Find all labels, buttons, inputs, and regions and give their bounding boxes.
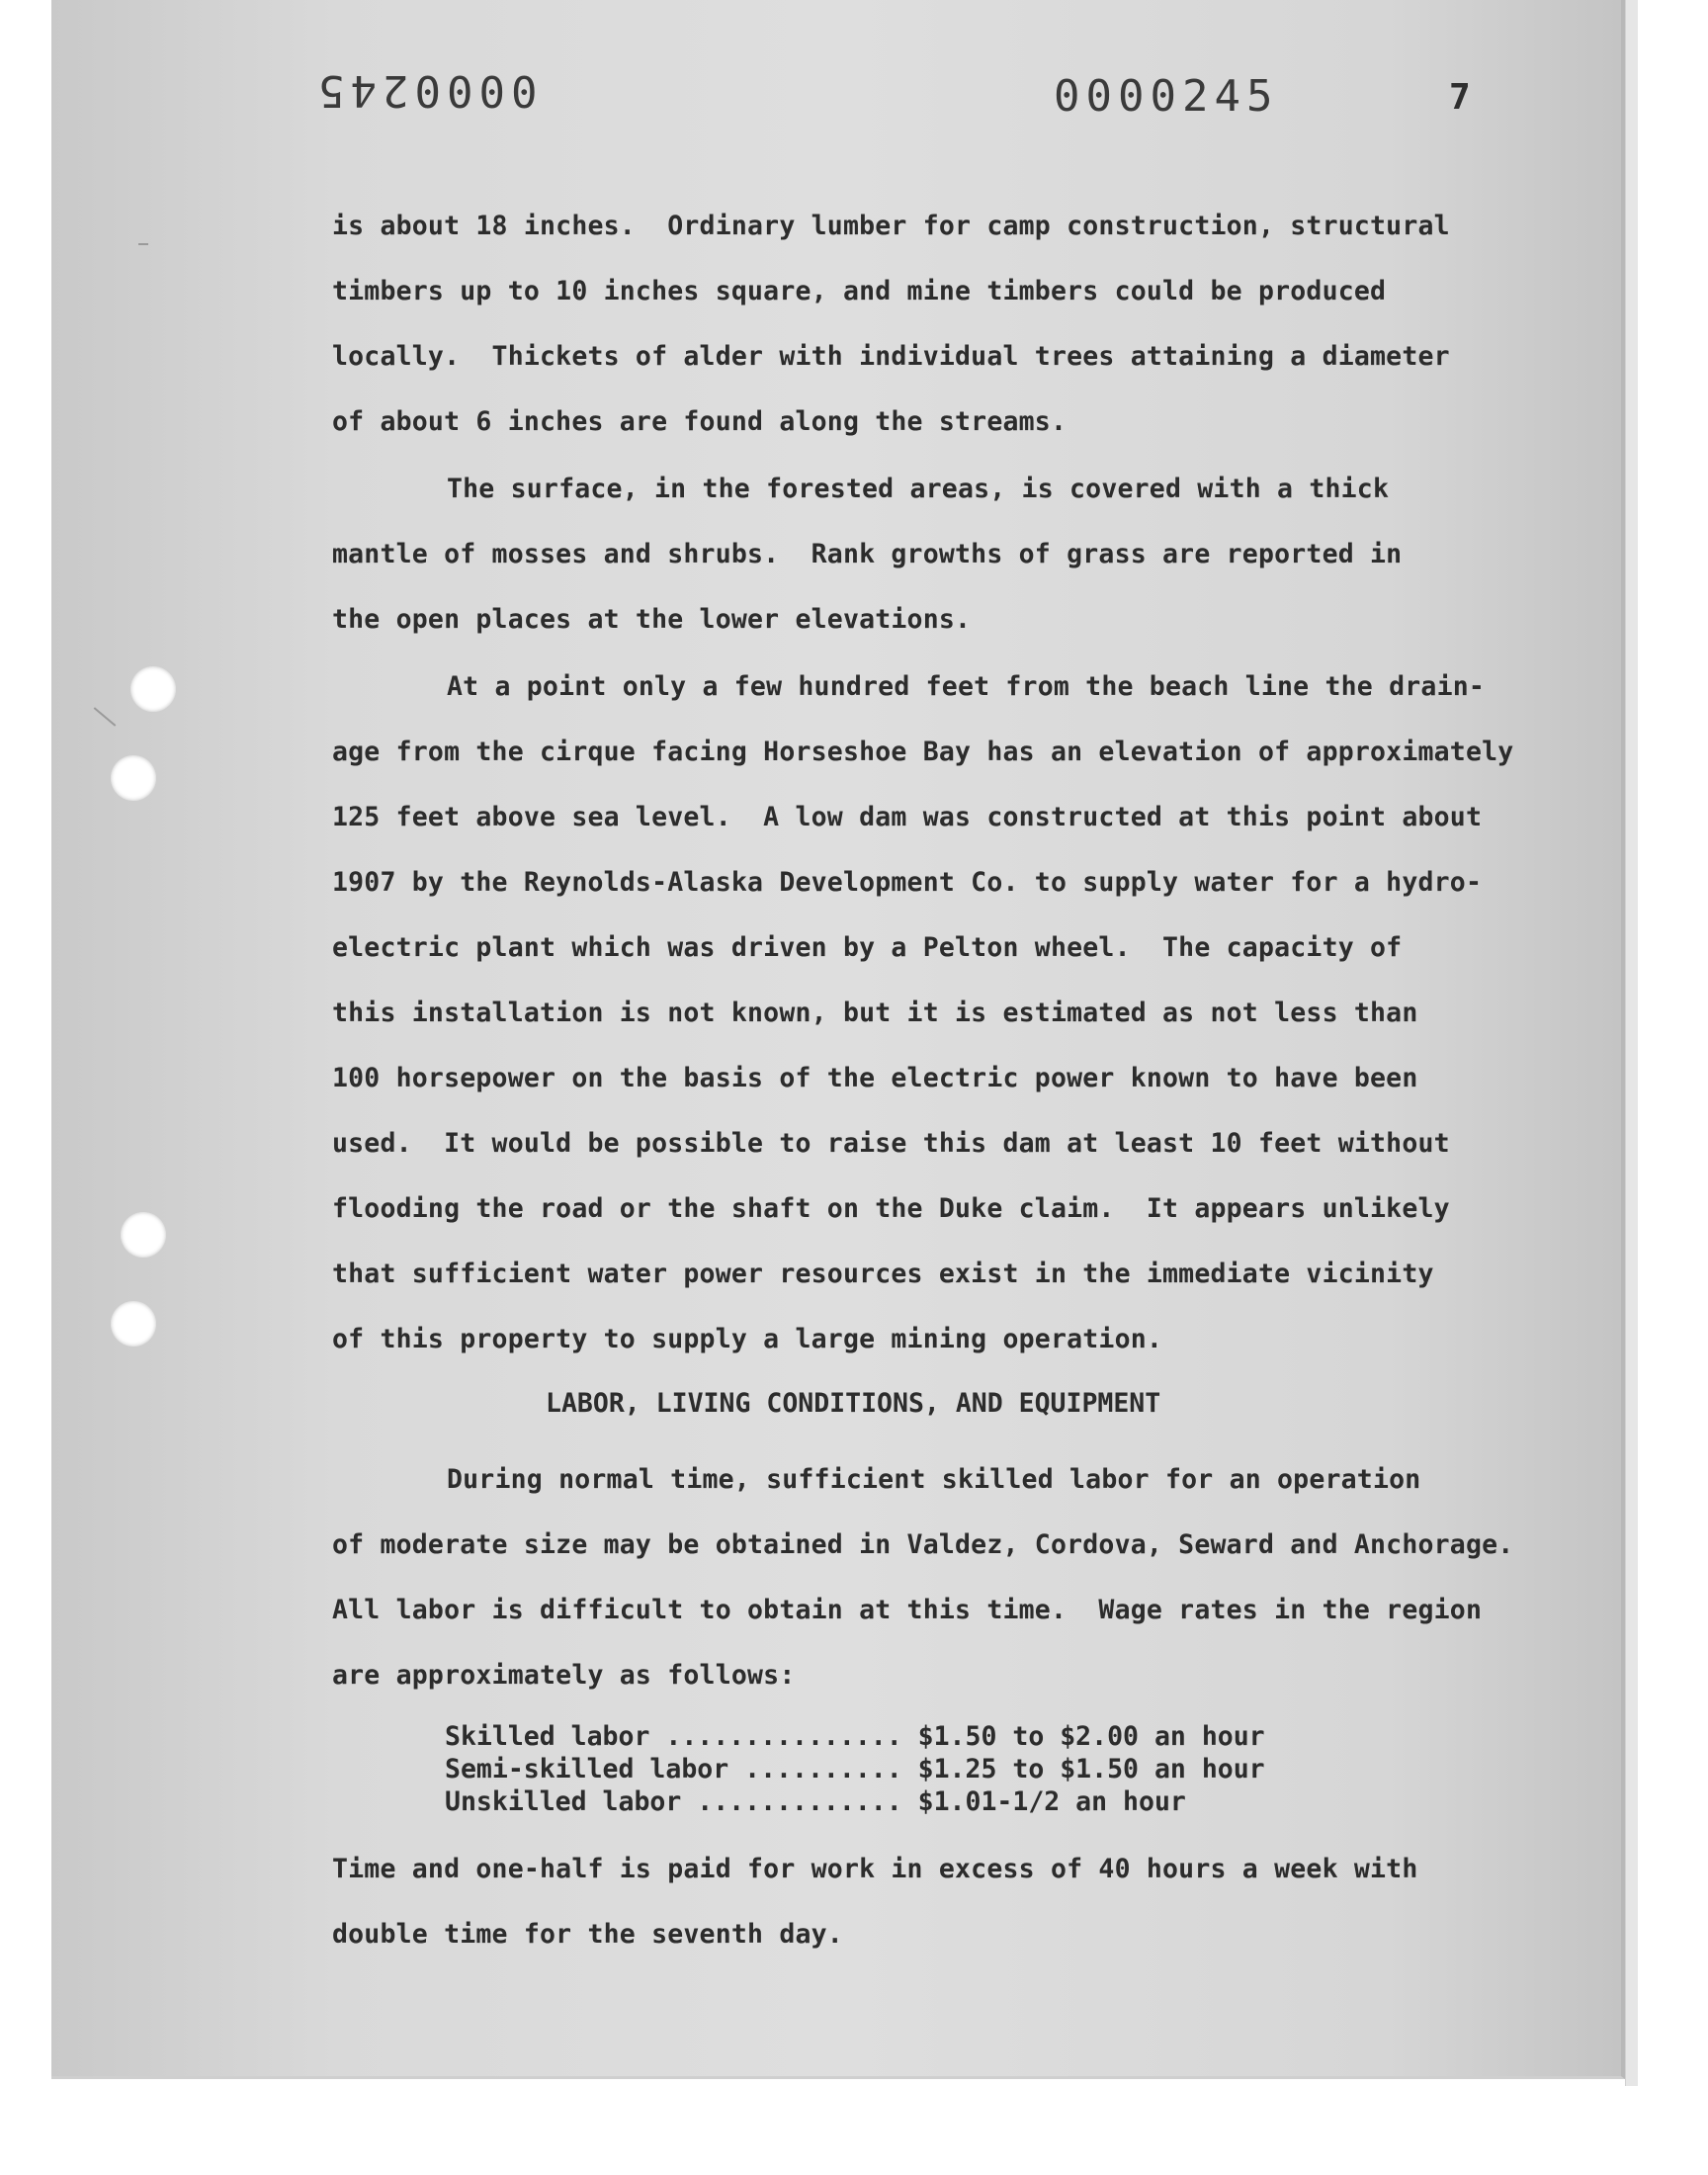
paragraph-surface: [332, 457, 1578, 652]
wage-rate: $1.50 to $2.00 an hour: [917, 1721, 1265, 1752]
paragraph-forest: [332, 194, 1578, 455]
punch-hole: [111, 1301, 156, 1347]
text-line: the open places at the lower elevations.: [332, 604, 972, 635]
text-line: mantle of mosses and shrubs. Rank growths of grass are reported in: [332, 539, 1403, 569]
page-edge: [1625, 0, 1638, 2086]
text-line: double time for the seventh day.: [332, 1919, 843, 1950]
text-line: of about 6 inches are found along the streams.: [332, 406, 1068, 437]
wage-row: [445, 1720, 1265, 1753]
wage-rate: $1.01-1/2 an hour: [917, 1786, 1186, 1817]
paper-mark: [138, 243, 148, 245]
punch-hole: [111, 755, 156, 801]
wage-label: Semi-skilled labor ..........: [445, 1754, 918, 1784]
wage-row: [445, 1785, 1265, 1818]
text-line: age from the cirque facing Horseshoe Bay has an elevation of approximately: [332, 737, 1514, 767]
wage-rate: $1.25 to $1.50 an hour: [917, 1754, 1265, 1784]
text-line: are approximately as follows:: [332, 1660, 796, 1691]
text-line: that sufficient water power resources exist in the immediate vicinity: [332, 1259, 1434, 1289]
text-line: of this property to supply a large mining operation.: [332, 1324, 1163, 1354]
wage-row: [445, 1753, 1265, 1785]
text-line: 125 feet above sea level. A low dam was constructed at this point about: [332, 802, 1483, 832]
document-number-stamp: 0000245: [1054, 71, 1279, 122]
text-line: is about 18 inches. Ordinary lumber for camp construction, structural: [332, 211, 1450, 241]
text-line: locally. Thickets of alder with individual trees attaining a diameter: [332, 341, 1450, 372]
text-line: this installation is not known, but it is estimated as not less than: [332, 998, 1418, 1028]
text-line: 100 horsepower on the basis of the electric power known to have been: [332, 1063, 1418, 1093]
section-heading: LABOR, LIVING CONDITIONS, AND EQUIPMENT: [546, 1388, 1161, 1419]
punch-hole: [121, 1212, 166, 1258]
page-number: 7: [1449, 77, 1471, 118]
text-line: electric plant which was driven by a Pelton wheel. The capacity of: [332, 932, 1403, 963]
text-line: At a point only a few hundred feet from the beach line the drain-: [447, 671, 1486, 702]
text-line: flooding the road or the shaft on the Duke claim. It appears unlikely: [332, 1193, 1450, 1224]
text-line: All labor is difficult to obtain at this time. Wage rates in the region: [332, 1595, 1483, 1625]
text-line: timbers up to 10 inches square, and mine timbers could be produced: [332, 276, 1387, 306]
wage-rate-table: [445, 1720, 1265, 1818]
paragraph-overtime: [332, 1837, 1578, 1967]
text-line: The surface, in the forested areas, is covered with a thick: [447, 474, 1390, 504]
text-line: of moderate size may be obtained in Valdez, Cordova, Seward and Anchorage.: [332, 1529, 1514, 1560]
wage-label: Skilled labor ...............: [445, 1721, 918, 1752]
punch-hole: [130, 666, 176, 712]
document-number-stamp-inverted: 0000245: [312, 65, 538, 116]
text-line: Time and one-half is paid for work in excess of 40 hours a week with: [332, 1854, 1418, 1884]
text-line: used. It would be possible to raise this dam at least 10 feet without: [332, 1128, 1450, 1159]
paragraph-water-power: [332, 654, 1578, 1372]
text-line: During normal time, sufficient skilled labor for an operation: [447, 1464, 1421, 1495]
text-line: 1907 by the Reynolds-Alaska Development Co. to supply water for a hydro-: [332, 867, 1483, 898]
wage-label: Unskilled labor .............: [445, 1786, 918, 1817]
paragraph-labor: [332, 1447, 1578, 1708]
